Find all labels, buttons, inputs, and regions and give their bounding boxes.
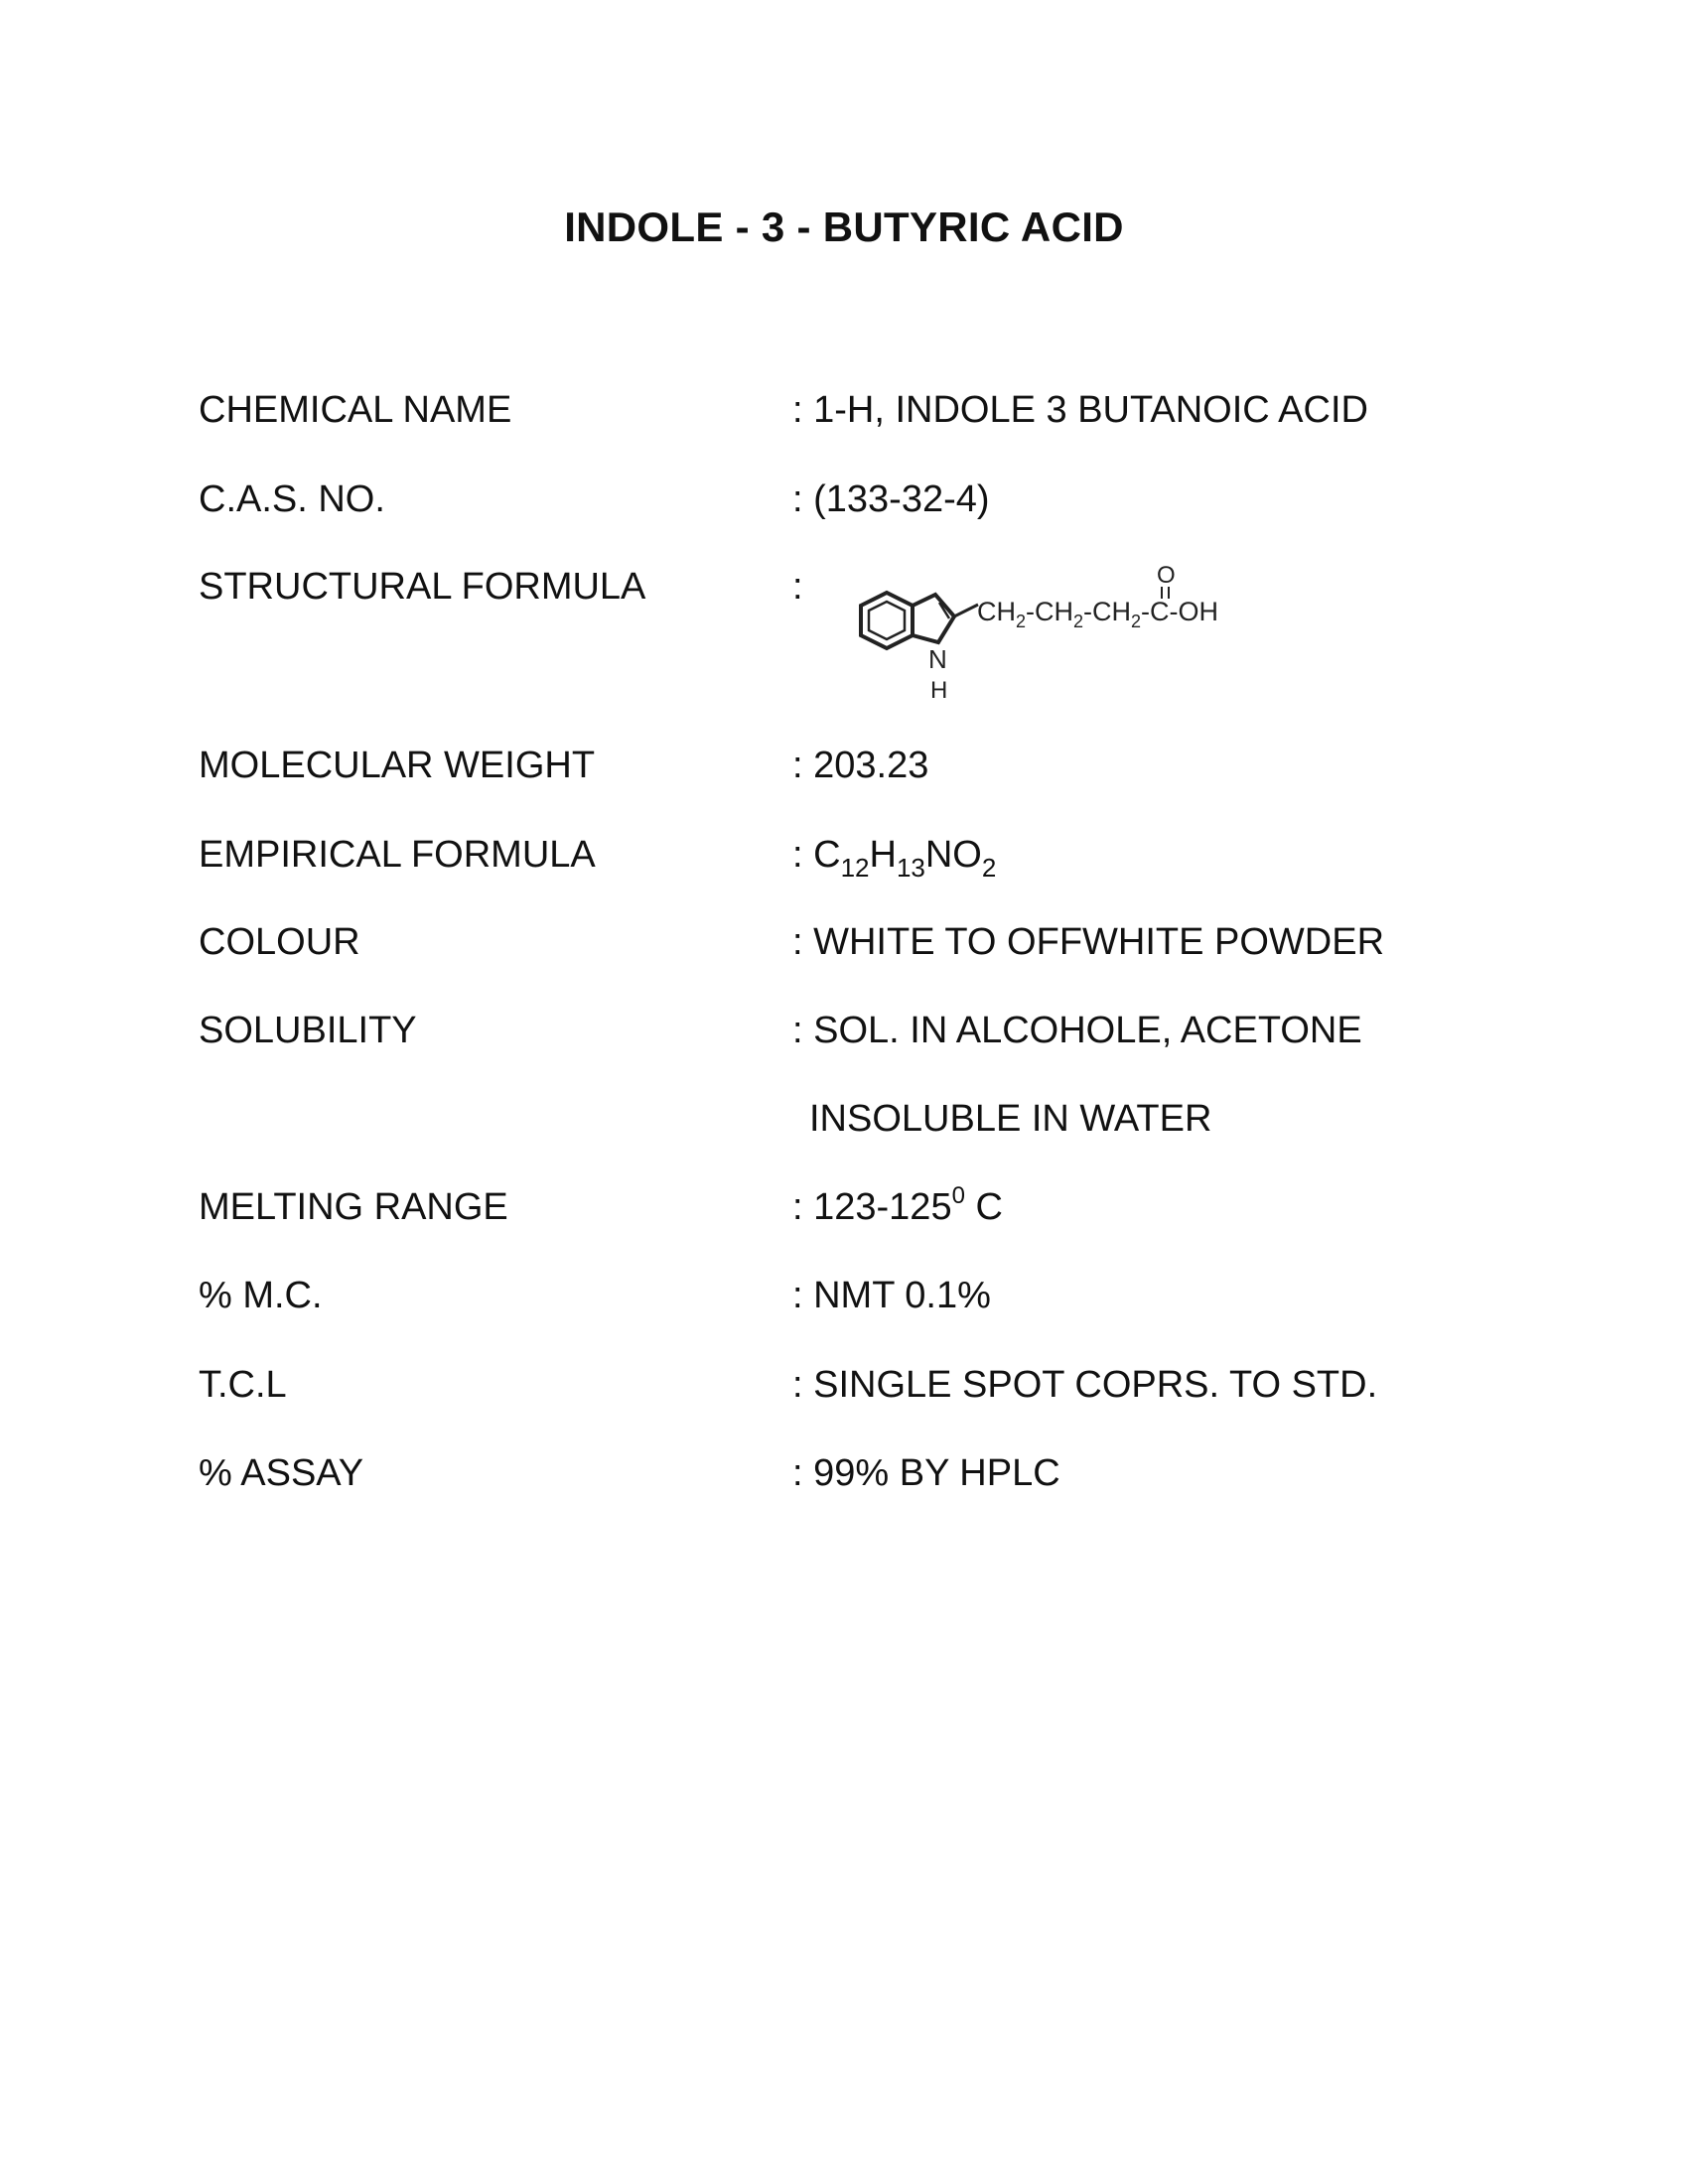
colour-label: COLOUR [199,921,360,963]
chemical-name-label: CHEMICAL NAME [199,389,512,431]
tcl-value: : SINGLE SPOT COPRS. TO STD. [792,1364,1378,1406]
mc-label: % M.C. [199,1275,323,1316]
mc-value: : NMT 0.1% [792,1275,991,1316]
colour-value: : WHITE TO OFFWHITE POWDER [792,921,1385,963]
melting-range-value: : $123-125^0$ C [792,1182,1003,1228]
chain-text: $CH_2-CH_2-CH_2-C-OH$ [977,597,1219,631]
empirical-formula-value: : $C_{12}H_{13}NO_2$ [792,834,997,883]
solubility-value: : SOL. IN ALCOHOLE, ACETONE [792,1010,1362,1051]
molecular-weight-label: MOLECULAR WEIGHT [199,745,596,786]
assay-label: % ASSAY [199,1452,364,1494]
structural-formula-colon: : [792,566,803,608]
assay-value: : 99% BY HPLC [792,1452,1060,1494]
carbonyl-oxygen: O [1157,562,1176,589]
chain-bond [954,605,978,616]
solubility-label: SOLUBILITY [199,1010,417,1051]
solubility-value-continued: INSOLUBLE IN WATER [809,1098,1212,1140]
nitrogen-atom: N [928,644,947,674]
cas-no-label: C.A.S. NO. [199,478,385,520]
benzene-inner-ring [869,602,905,639]
cas-no-value: : (133-32-4) [792,478,990,520]
empirical-formula-label: EMPIRICAL FORMULA [199,834,596,876]
molecular-weight-value: : 203.23 [792,745,929,786]
melting-range-label: MELTING RANGE [199,1186,508,1228]
structural-formula-label: STRUCTURAL FORMULA [199,566,646,608]
chemical-name-value: : 1-H, INDOLE 3 BUTANOIC ACID [792,389,1368,431]
hydrogen-atom: H [930,677,948,704]
structural-formula-diagram [819,561,1236,715]
tcl-label: T.C.L [199,1364,287,1406]
document-title: INDOLE - 3 - BUTYRIC ACID [564,204,1124,250]
